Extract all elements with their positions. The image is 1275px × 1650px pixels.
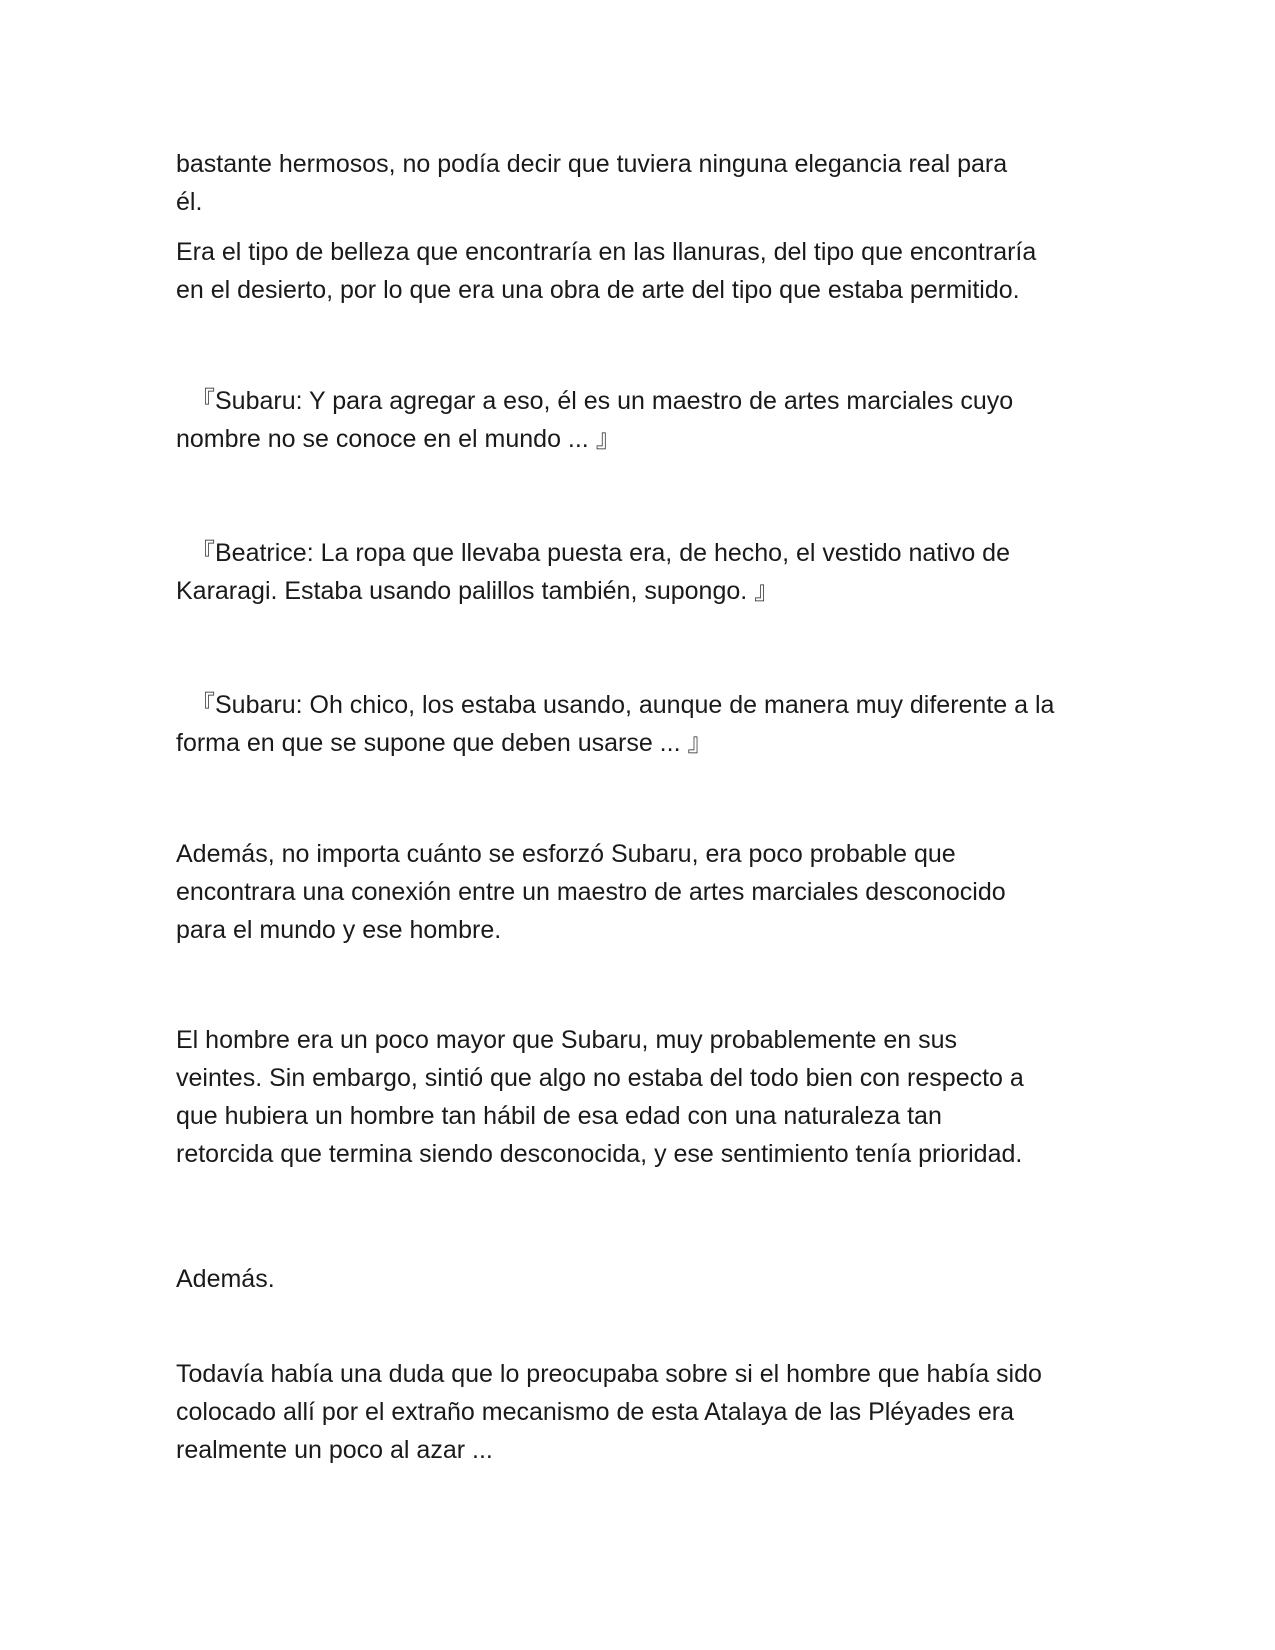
paragraph-3: [176, 835, 1096, 949]
paragraph-line: Además.: [176, 1265, 275, 1293]
dialogue-line: 『Beatrice: La ropa que llevaba puesta era, de hecho, el vestido nativo de: [190, 539, 1010, 567]
paragraph-line: Todavía había una duda que lo preocupaba sobre si el hombre que había sido: [176, 1360, 1042, 1388]
dialogue-beatrice: [176, 534, 1096, 610]
paragraph-line: él.: [176, 188, 203, 216]
paragraph-line: para el mundo y ese hombre.: [176, 916, 502, 944]
paragraph-2: [176, 233, 1096, 309]
dialogue-line: 『Subaru: Y para agregar a eso, él es un maestro de artes marciales cuyo: [190, 387, 1014, 415]
dialogue-subaru-1: [176, 382, 1096, 458]
paragraph-5: [176, 1260, 1096, 1298]
paragraph-6: [176, 1355, 1096, 1469]
dialogue-line: 『Subaru: Oh chico, los estaba usando, aunque de manera muy diferente a la: [190, 691, 1055, 719]
paragraph-line: Además, no importa cuánto se esforzó Subaru, era poco probable que: [176, 840, 956, 868]
dialogue-subaru-2: [176, 686, 1096, 762]
paragraph-4: [176, 1021, 1096, 1173]
paragraph-1: [176, 145, 1096, 221]
paragraph-line: colocado allí por el extraño mecanismo de esta Atalaya de las Pléyades era: [176, 1398, 1014, 1426]
paragraph-line: bastante hermosos, no podía decir que tuviera ninguna elegancia real para: [176, 150, 1008, 178]
dialogue-line: forma en que se supone que deben usarse ... 』: [176, 729, 713, 757]
paragraph-line: encontrara una conexión entre un maestro de artes marciales desconocido: [176, 878, 1006, 906]
paragraph-line: Era el tipo de belleza que encontraría en las llanuras, del tipo que encontraría: [176, 238, 1037, 266]
paragraph-line: en el desierto, por lo que era una obra de arte del tipo que estaba permitido.: [176, 276, 1020, 304]
dialogue-line: Kararagi. Estaba usando palillos también, supongo. 』: [176, 577, 780, 605]
paragraph-line: veintes. Sin embargo, sintió que algo no estaba del todo bien con respecto a: [176, 1064, 1024, 1092]
dialogue-line: nombre no se conoce en el mundo ... 』: [176, 425, 621, 453]
paragraph-line: realmente un poco al azar ...: [176, 1436, 493, 1464]
paragraph-line: El hombre era un poco mayor que Subaru, muy probablemente en sus: [176, 1026, 958, 1054]
paragraph-line: retorcida que termina siendo desconocida, y ese sentimiento tenía prioridad.: [176, 1140, 1023, 1168]
paragraph-line: que hubiera un hombre tan hábil de esa edad con una naturaleza tan: [176, 1102, 942, 1130]
